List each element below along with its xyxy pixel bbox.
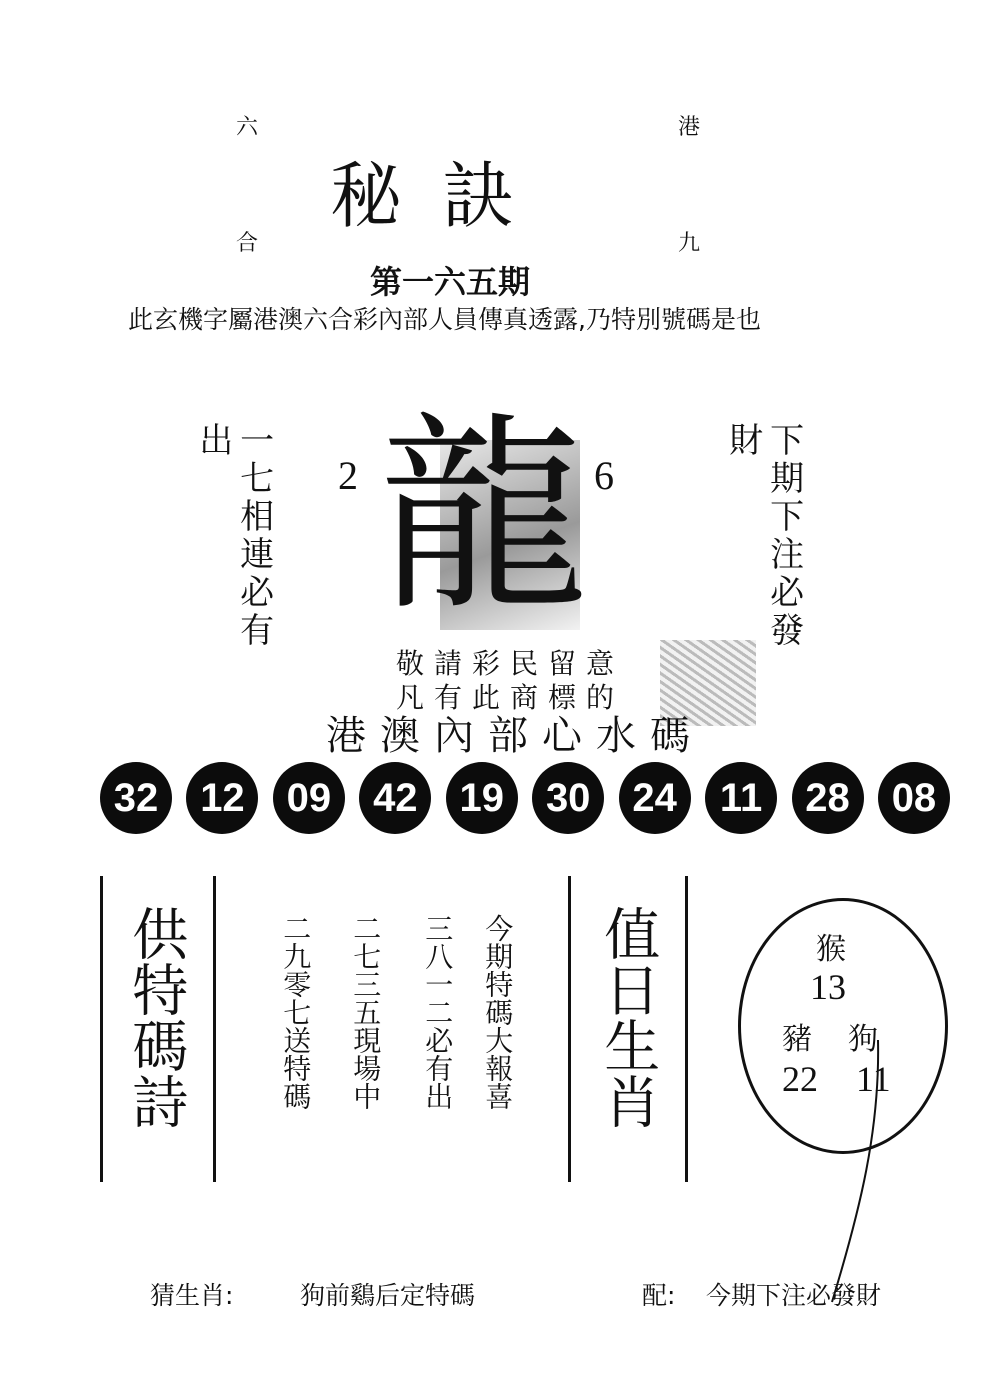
zodiac-number-dog: 11	[856, 1059, 891, 1099]
corner-char-top-left: 六	[236, 115, 259, 140]
corner-char-top-right: 港	[678, 115, 701, 140]
poem-box-label: 供特碼詩	[123, 905, 189, 1129]
number-ball: 11	[705, 762, 777, 834]
description-line: 此玄機字屬港澳六合彩內部人員傳真透露,乃特別號碼是也	[128, 305, 761, 334]
poem-column-3: 二七三五現場中	[349, 914, 383, 1110]
poem-column-1: 今期特碼大報喜	[481, 914, 515, 1110]
number-balls-row	[100, 762, 950, 834]
pen-stroke	[820, 1040, 890, 1310]
zodiac-number-monkey: 13	[810, 967, 846, 1007]
number-ball: 08	[878, 762, 950, 834]
corner-char-bottom-left: 合	[236, 231, 259, 256]
slogan-banner: 港澳內部心水碼	[326, 713, 704, 759]
guess-label: 猜生肖:	[150, 1281, 234, 1310]
notice-line-2: 凡有此商標的	[396, 681, 625, 714]
number-ball: 24	[619, 762, 691, 834]
number-ball: 12	[186, 762, 258, 834]
match-text: 今期下注必發財	[706, 1281, 882, 1310]
right-vertical-slogan: 下期下注必發財	[722, 422, 804, 650]
issue-number: 第一六五期	[370, 263, 531, 301]
match-label: 配:	[642, 1281, 676, 1310]
zodiac-number-pig: 22	[782, 1059, 818, 1099]
left-vertical-slogan: 一七相連必有出	[192, 422, 274, 650]
notice-line-1: 敬請彩民留意	[396, 647, 625, 680]
number-ball: 42	[359, 762, 431, 834]
page-title: 秘訣	[330, 154, 555, 238]
poem-column-2: 三八一二必有出	[421, 914, 455, 1110]
zodiac-animal-pig: 豬	[782, 1022, 812, 1057]
zodiac-box-label: 值日生肖	[595, 905, 661, 1129]
corner-char-bottom-right: 九	[678, 231, 701, 256]
center-right-digit: 6	[594, 453, 614, 498]
number-ball: 09	[273, 762, 345, 834]
number-ball: 32	[100, 762, 172, 834]
dragon-character: 龍	[378, 394, 589, 639]
zodiac-animal-dog: 狗	[848, 1022, 878, 1057]
number-ball: 19	[446, 762, 518, 834]
guess-text: 狗前鷄后定特碼	[300, 1281, 476, 1310]
zodiac-animal-monkey: 猴	[816, 932, 846, 967]
number-ball: 28	[792, 762, 864, 834]
center-left-digit: 2	[338, 453, 358, 498]
poem-column-4: 二九零七送特碼	[279, 914, 313, 1110]
number-ball: 30	[532, 762, 604, 834]
